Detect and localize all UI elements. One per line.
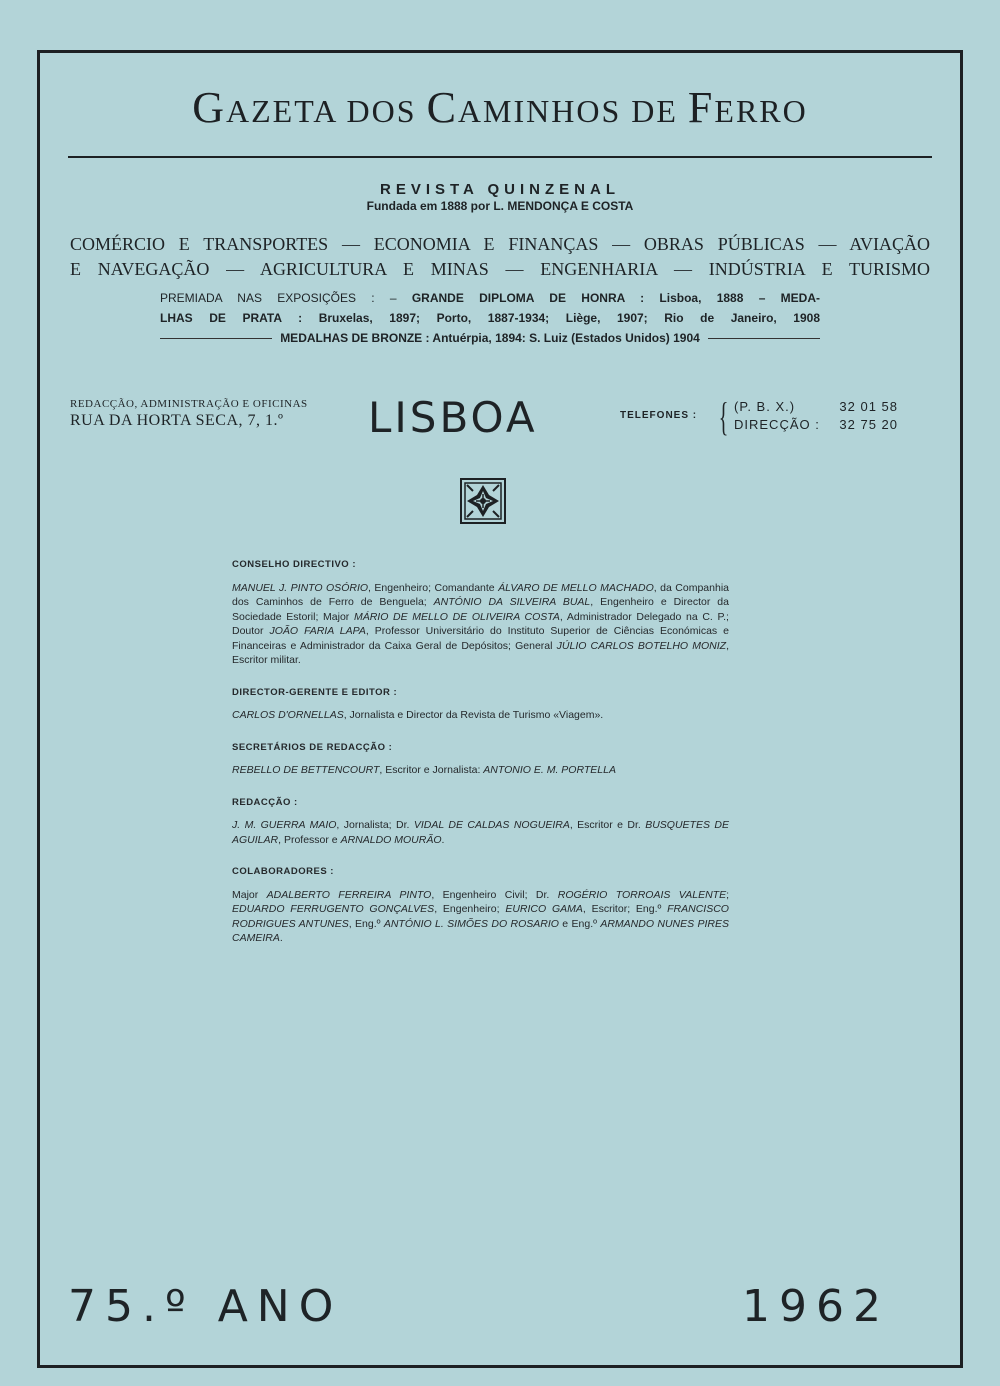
person-description: , Professor Universitário do Instituto Superior de Ciências Económicas e Financeiras e Administrador da Caixa Geral de Depósitos; General xyxy=(232,625,729,652)
masthead-staff xyxy=(232,558,729,946)
person-name: EDUARDO FERRUGENTO GONÇALVES xyxy=(232,903,435,915)
phone-row: (P. B. X.) 32 01 58 xyxy=(734,399,898,414)
ornament-emblem-icon xyxy=(460,478,506,524)
person-name: EURICO GAMA xyxy=(505,903,583,915)
topics-line-2: E NAVEGAÇÃO — AGRICULTURA E MINAS — ENGENHARIA — INDÚSTRIA E TURISMO xyxy=(70,259,930,279)
collaborators-body xyxy=(232,888,729,946)
director-body xyxy=(232,708,729,723)
person-name: ROGÉRIO TORROAIS VALENTE xyxy=(557,888,727,901)
person-description: , Jornalista; Dr. xyxy=(336,819,414,831)
person-description: ; xyxy=(726,888,729,901)
person-description: , Engenheiro; Comandante xyxy=(368,581,499,594)
person-description: , Professor e xyxy=(278,833,341,846)
title-rule xyxy=(68,156,932,158)
person-name: ARNALDO MOURÃO xyxy=(340,833,442,846)
council-body xyxy=(232,581,729,668)
person-description: Major xyxy=(232,888,267,901)
awards-line-1: PREMIADA NAS EXPOSIÇÕES : – GRANDE DIPLOMA DE HONRA : Lisboa, 1888 – MEDA- xyxy=(160,291,820,305)
person-description: e Eng.º xyxy=(558,917,601,930)
person-name: JOÃO FARIA LAPA xyxy=(269,625,366,637)
person-name: JÚLIO CARLOS BOTELHO MONIZ xyxy=(556,639,727,652)
person-name: REBELLO DE BETTENCOURT xyxy=(232,764,380,776)
person-name: MÁRIO DE MELLO DE OLIVEIRA COSTA xyxy=(353,610,560,623)
person-description: , Eng.º xyxy=(348,917,384,930)
person-description: , da Companhia dos Caminhos de Ferro de Benguela; xyxy=(232,581,730,608)
topics-line-1: COMÉRCIO E TRANSPORTES — ECONOMIA E FINANÇAS — OBRAS PÚBLICAS — AVIAÇÃO xyxy=(70,234,930,254)
masthead-title: GAZETA DOS CAMINHOS DE FERRO xyxy=(192,83,808,132)
person-name: ANTONIO E. M. PORTELLA xyxy=(483,764,616,776)
secretaries-body xyxy=(232,763,729,778)
phone-row: DIRECÇÃO : 32 75 20 xyxy=(734,417,898,432)
person-description: , Escritor militar. xyxy=(232,639,729,666)
phones-label: TELEFONES : xyxy=(620,410,698,421)
redaccao-heading: REDACÇÃO : xyxy=(232,796,298,808)
redaccao-body xyxy=(232,818,729,847)
publication-year: 1962 xyxy=(742,1281,890,1332)
topics xyxy=(70,232,930,282)
person-description: , Escritor; Eng.º xyxy=(582,903,668,915)
person-description: , Administrador Delegado na C. P.; Doutor xyxy=(232,610,729,637)
person-description: , Escritor e Dr. xyxy=(569,819,646,831)
brace-icon: { xyxy=(718,394,729,439)
awards-line-3: MEDALHAS DE BRONZE : Antuérpia, 1894: S. Luiz (Estados Unidos) 1904 xyxy=(160,328,820,348)
secretaries-heading: SECRETÁRIOS DE REDACÇÃO : xyxy=(232,741,393,753)
person-name: ANTÓNIO DA SILVEIRA BUAL xyxy=(433,596,591,608)
founded-line: Fundada em 1888 por L. MENDONÇA E COSTA xyxy=(366,199,634,213)
person-name: ARMANDO NUNES PIRES CAMEIRA xyxy=(232,917,730,944)
person-description: . xyxy=(279,932,283,944)
person-description: . xyxy=(441,833,445,846)
person-name: CARLOS D'ORNELLAS xyxy=(232,709,344,721)
person-name: ÁLVARO DE MELLO MACHADO xyxy=(498,581,654,594)
person-name: VIDAL DE CALDAS NOGUEIRA xyxy=(413,819,570,831)
person-description: , Jornalista e Director da Revista de Turismo «Viagem». xyxy=(343,709,604,721)
person-name: ANTÓNIO L. SIMÕES DO ROSARIO xyxy=(383,917,559,930)
address-block xyxy=(70,398,308,430)
address-street: RUA DA HORTA SECA, 7, 1.º xyxy=(70,412,284,429)
council-heading: CONSELHO DIRECTIVO : xyxy=(232,559,357,570)
address-label: REDACÇÃO, ADMINISTRAÇÃO E OFICINAS xyxy=(70,398,308,410)
person-description: , Escritor e Jornalista: xyxy=(379,764,484,776)
person-name: J. M. GUERRA MAIO xyxy=(232,819,337,831)
person-description: , Engenheiro Civil; Dr. xyxy=(431,888,558,901)
collaborators-heading: COLABORADORES : xyxy=(232,866,334,877)
person-name: ADALBERTO FERREIRA PINTO xyxy=(266,888,432,901)
volume-number: 75.º ANO xyxy=(68,1281,343,1332)
person-name: BUSQUETES DE AGUILAR xyxy=(232,819,729,846)
person-description: , Engenheiro; xyxy=(434,903,506,915)
phones-list xyxy=(734,398,898,434)
subtitle: REVISTA QUINZENAL xyxy=(379,181,620,198)
city-name: LISBOA xyxy=(368,393,538,442)
director-heading: DIRECTOR-GERENTE E EDITOR : xyxy=(232,686,398,698)
person-description: , Engenheiro e Director da Sociedade Estoril; Major xyxy=(232,596,729,623)
person-name: FRANCISCO RODRIGUES ANTUNES xyxy=(232,903,729,930)
awards-line-2: LHAS DE PRATA : Bruxelas, 1897; Porto, 1887-1934; Liège, 1907; Rio de Janeiro, 1908 xyxy=(160,311,820,325)
person-name: MANUEL J. PINTO OSÓRIO xyxy=(232,581,369,594)
awards xyxy=(160,288,820,348)
